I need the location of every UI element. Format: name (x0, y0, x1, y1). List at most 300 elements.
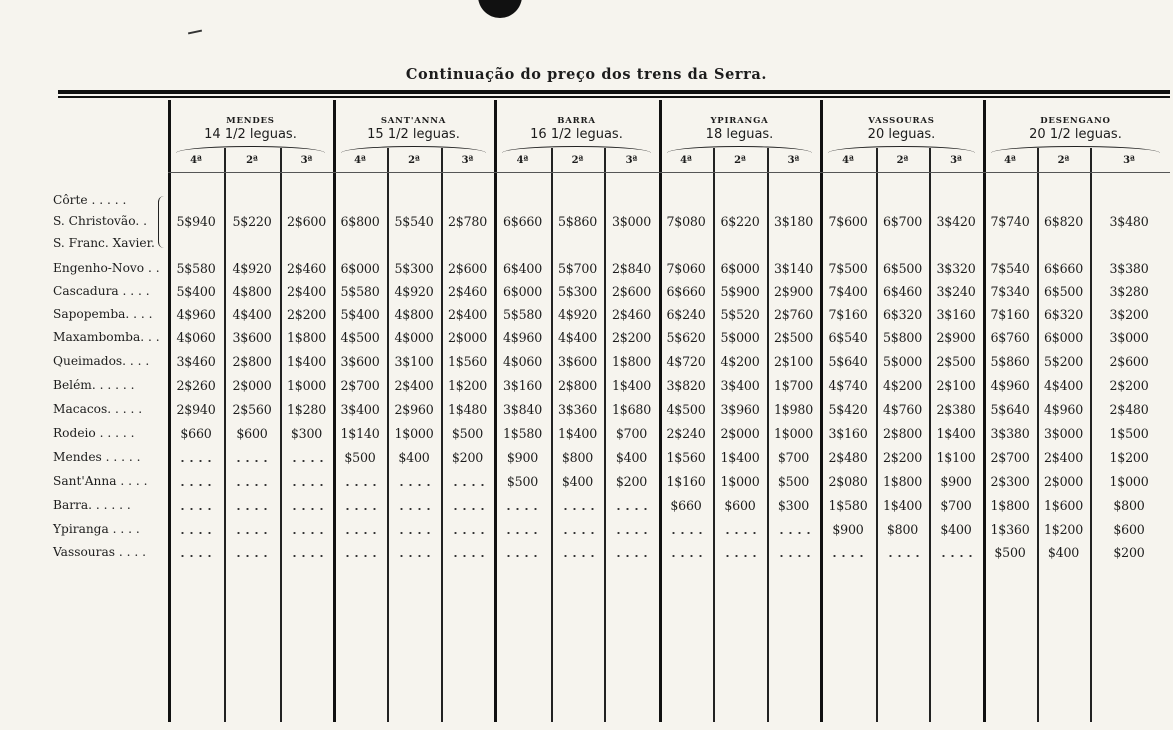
class-label: 4ª (680, 155, 692, 166)
station-label: Macacos. . . . . (53, 402, 143, 416)
page-title: Continuação do preço dos trens da Serra. (405, 66, 768, 83)
fare-cell: 4$500 (666, 402, 706, 417)
empty-cell-dots (178, 508, 216, 510)
empty-cell-dots (451, 555, 486, 557)
station-label: Ypiranga . . . . (53, 522, 140, 536)
fare-cell: 1$800 (611, 354, 652, 369)
fare-cell: 6$000 (340, 261, 380, 276)
fare-cell: 4$960 (502, 330, 543, 345)
fare-cell: 4$400 (1043, 378, 1084, 393)
fare-cell: $500 (451, 426, 484, 441)
ink-mark (188, 30, 202, 35)
empty-cell-dots (669, 555, 705, 557)
fare-cell: 6$540 (828, 330, 868, 345)
group-distance: 14 1/2 leguas. (204, 127, 297, 142)
fare-cell: 3$320 (936, 261, 976, 276)
fare-cell: 5$700 (557, 261, 598, 276)
fare-cell: 6$500 (1043, 284, 1084, 299)
fare-cell: $900 (506, 450, 539, 465)
fare-cell: 5$000 (882, 354, 923, 369)
fare-cell: 4$400 (232, 307, 272, 322)
fare-cell: 4$960 (990, 378, 1030, 393)
fare-cell: 2$380 (936, 402, 976, 417)
empty-cell-dots (234, 532, 272, 534)
empty-cell-dots (830, 555, 868, 557)
fare-cell: 5$640 (828, 354, 868, 369)
empty-cell-dots (397, 532, 433, 534)
empty-cell-dots (669, 532, 705, 534)
fare-cell: 7$060 (666, 261, 706, 276)
empty-cell-dots (939, 555, 975, 557)
fare-cell: 1$700 (773, 378, 814, 393)
empty-cell-dots (290, 460, 325, 462)
fare-cell: 1$160 (666, 474, 706, 489)
class-label: 4ª (842, 155, 854, 166)
fare-cell: $660 (670, 498, 702, 513)
fare-cell: 4$400 (557, 330, 598, 345)
fare-cell: 2$000 (720, 426, 760, 441)
fare-cell: 6$700 (882, 214, 923, 229)
empty-cell-dots (614, 508, 651, 510)
group-name: DESENGANO (1040, 116, 1111, 126)
fare-cell: 2$480 (1109, 402, 1149, 417)
fare-cell: 2$000 (1043, 474, 1084, 489)
fare-cell: 2$460 (447, 284, 488, 299)
fare-cell: 3$420 (936, 214, 976, 229)
fare-cell: $600 (236, 426, 268, 441)
fare-cell: 3$600 (232, 330, 272, 345)
group-distance: 20 1/2 leguas. (1029, 127, 1122, 142)
fare-cell: 1$800 (882, 474, 923, 489)
fare-cell: 2$700 (990, 450, 1030, 465)
fare-cell: 1$580 (502, 426, 543, 441)
station-label: Côrte . . . . . (53, 193, 127, 207)
class-label: 3ª (950, 155, 962, 166)
fare-cell: 1$000 (286, 378, 327, 393)
class-label: 3ª (300, 155, 313, 166)
fare-cell: $500 (344, 450, 376, 465)
empty-cell-dots (397, 555, 433, 557)
fare-cell: 7$540 (990, 261, 1030, 276)
class-label: 3ª (787, 155, 800, 166)
fare-cell: 2$200 (882, 450, 923, 465)
group-brace (176, 146, 325, 153)
fare-cell: 2$240 (666, 426, 706, 441)
fare-cell: 5$580 (502, 307, 543, 322)
fare-cell: 2$560 (232, 402, 272, 417)
fare-cell: $500 (506, 474, 539, 489)
fare-cell: 5$420 (828, 402, 868, 417)
fare-cell: 3$960 (720, 402, 760, 417)
fare-cell: 4$920 (557, 307, 598, 322)
fare-cell: 2$100 (773, 354, 814, 369)
class-label: 3ª (1123, 155, 1135, 166)
fare-cell: 1$000 (1109, 474, 1149, 489)
fare-cell: 1$980 (773, 402, 814, 417)
fare-cell: $700 (615, 426, 648, 441)
fare-cell: 2$600 (611, 284, 652, 299)
fare-cell: 3$460 (176, 354, 216, 369)
fare-cell: 4$760 (882, 402, 923, 417)
fare-cell: $600 (1113, 522, 1145, 537)
fare-cell: 3$160 (828, 426, 868, 441)
group-brace (667, 146, 812, 153)
class-label: 2ª (896, 155, 909, 166)
station-label: Belém. . . . . . (53, 378, 135, 392)
fare-cell: $800 (1113, 498, 1145, 513)
fare-cell: $700 (777, 450, 810, 465)
empty-cell-dots (504, 532, 543, 534)
fare-cell: 7$340 (990, 284, 1030, 299)
station-label: Maxambomba. . . (53, 330, 160, 344)
fare-cell: 6$760 (990, 330, 1030, 345)
fare-cell: 5$800 (882, 330, 923, 345)
fare-cell: 2$900 (773, 284, 814, 299)
fare-cell: $400 (1047, 545, 1080, 560)
station-label: Cascadura . . . . (53, 284, 150, 298)
group-header (983, 114, 1168, 142)
fare-cell: $400 (561, 474, 594, 489)
fare-cell: $660 (180, 426, 212, 441)
empty-cell-dots (178, 484, 216, 486)
fare-cell: 2$400 (1043, 450, 1084, 465)
fare-cell: 2$840 (611, 261, 652, 276)
fare-cell: 4$000 (394, 330, 434, 345)
fare-cell: 1$400 (611, 378, 652, 393)
fare-cell: 2$700 (340, 378, 380, 393)
group-name: YPIRANGA (710, 116, 769, 126)
fare-cell: 3$100 (394, 354, 434, 369)
fare-cell: 7$160 (828, 307, 868, 322)
fare-cell: $200 (615, 474, 648, 489)
fare-cell: 2$800 (232, 354, 272, 369)
fare-cell: 2$760 (773, 307, 814, 322)
fare-cell: 4$960 (176, 307, 216, 322)
class-header-rule (168, 172, 1170, 173)
class-label: 2ª (734, 155, 746, 166)
fare-cell: 2$600 (286, 214, 327, 229)
group-header (494, 114, 659, 142)
fare-cell: 6$460 (882, 284, 923, 299)
fare-cell: 3$280 (1109, 284, 1149, 299)
empty-cell-dots (451, 508, 486, 510)
empty-cell-dots (504, 508, 543, 510)
fare-cell: 4$060 (502, 354, 543, 369)
fare-cell: 2$500 (773, 330, 814, 345)
fare-cell: 2$600 (1109, 354, 1149, 369)
fare-cell: $400 (615, 450, 648, 465)
fare-cell: 2$900 (936, 330, 976, 345)
fare-cell: 6$660 (1043, 261, 1084, 276)
group-header (168, 114, 333, 142)
fare-cell: 2$800 (557, 378, 598, 393)
fare-cell: 6$320 (882, 307, 923, 322)
fare-cell: $200 (451, 450, 484, 465)
empty-cell-dots (290, 555, 325, 557)
empty-cell-dots (614, 532, 651, 534)
empty-cell-dots (234, 508, 272, 510)
fare-cell: $800 (886, 522, 919, 537)
fare-cell: 1$560 (666, 450, 706, 465)
station-label: Sapopemba. . . . (53, 307, 153, 321)
group-name: BARRA (557, 116, 596, 126)
fare-cell: 4$800 (232, 284, 272, 299)
fare-cell: $900 (832, 522, 864, 537)
empty-cell-dots (178, 532, 216, 534)
fare-cell: 1$200 (1043, 522, 1084, 537)
station-label: Sant'Anna . . . . (53, 474, 148, 488)
fare-cell: 1$800 (990, 498, 1030, 513)
group-distance: 15 1/2 leguas. (367, 127, 460, 142)
fare-cell: 5$580 (340, 284, 380, 299)
empty-cell-dots (723, 532, 759, 534)
fare-cell: 7$600 (828, 214, 868, 229)
fare-cell: 4$060 (176, 330, 216, 345)
fare-cell: 6$220 (720, 214, 760, 229)
group-brace (341, 146, 486, 153)
group-header (820, 114, 983, 142)
class-label: 2ª (1057, 155, 1070, 166)
header-rule-thin (58, 96, 1170, 98)
fare-cell: 3$000 (611, 214, 652, 229)
fare-cell: 6$320 (1043, 307, 1084, 322)
empty-cell-dots (343, 532, 379, 534)
fare-cell: 2$500 (936, 354, 976, 369)
empty-cell-dots (561, 555, 596, 557)
fare-cell: 1$000 (394, 426, 434, 441)
station-bracket (158, 196, 165, 248)
group-header (333, 114, 494, 142)
fare-cell: 6$000 (1043, 330, 1084, 345)
fare-cell: 6$660 (666, 284, 706, 299)
group-name: SANT'ANNA (380, 116, 447, 126)
fare-cell: 6$240 (666, 307, 706, 322)
fare-cell: 3$380 (990, 426, 1030, 441)
fare-cell: 6$820 (1043, 214, 1084, 229)
empty-cell-dots (777, 532, 812, 534)
class-label: 2ª (246, 155, 258, 166)
fare-cell: 3$400 (720, 378, 760, 393)
fare-cell: 6$500 (882, 261, 923, 276)
station-label: Rodeio . . . . . (53, 426, 135, 440)
fare-cell: 2$300 (990, 474, 1030, 489)
fare-cell: 3$180 (773, 214, 814, 229)
group-brace (502, 146, 651, 153)
fare-cell: 2$080 (828, 474, 868, 489)
class-label: 3ª (461, 155, 474, 166)
fare-cell: 2$460 (286, 261, 327, 276)
fare-cell: 1$400 (286, 354, 327, 369)
station-label: S. Franc. Xavier. (53, 236, 155, 250)
empty-cell-dots (504, 555, 543, 557)
fare-cell: $600 (724, 498, 756, 513)
ink-blot (478, 0, 522, 18)
fare-cell: $700 (940, 498, 972, 513)
fare-cell: $300 (290, 426, 323, 441)
station-label: Barra. . . . . . (53, 498, 131, 512)
fare-cell: 3$200 (1109, 307, 1149, 322)
fare-cell: 2$100 (936, 378, 976, 393)
fare-cell: 2$960 (394, 402, 434, 417)
empty-cell-dots (290, 484, 325, 486)
empty-cell-dots (614, 555, 651, 557)
station-label: S. Christovão. . (53, 214, 147, 228)
empty-cell-dots (234, 555, 272, 557)
fare-cell: 1$400 (720, 450, 760, 465)
fare-cell: 1$680 (611, 402, 652, 417)
fare-cell: 3$160 (502, 378, 543, 393)
empty-cell-dots (777, 555, 812, 557)
fare-cell: 4$800 (394, 307, 434, 322)
fare-cell: $900 (940, 474, 972, 489)
fare-cell: 3$400 (340, 402, 380, 417)
fare-cell: 1$000 (720, 474, 760, 489)
fare-cell: 1$400 (936, 426, 976, 441)
empty-cell-dots (234, 484, 272, 486)
fare-cell: 5$300 (557, 284, 598, 299)
empty-cell-dots (451, 484, 486, 486)
fare-cell: 3$360 (557, 402, 598, 417)
fare-cell: 4$200 (882, 378, 923, 393)
fare-cell: 6$000 (720, 261, 760, 276)
fare-cell: 1$140 (340, 426, 380, 441)
empty-cell-dots (343, 555, 379, 557)
fare-cell: 7$080 (666, 214, 706, 229)
group-distance: 16 1/2 leguas. (530, 127, 623, 142)
fare-cell: 1$200 (1109, 450, 1149, 465)
class-label: 2ª (408, 155, 420, 166)
empty-cell-dots (723, 555, 759, 557)
fare-cell: 3$140 (773, 261, 814, 276)
empty-cell-dots (234, 460, 272, 462)
fare-cell: $500 (777, 474, 810, 489)
fare-cell: 2$400 (394, 378, 434, 393)
fare-cell: 1$560 (447, 354, 488, 369)
group-name: VASSOURAS (868, 116, 935, 126)
empty-cell-dots (886, 555, 921, 557)
empty-cell-dots (561, 508, 596, 510)
fare-cell: 5$300 (394, 261, 434, 276)
fare-cell: 6$660 (502, 214, 543, 229)
fare-cell: 5$580 (176, 261, 216, 276)
fare-cell: 7$160 (990, 307, 1030, 322)
fare-cell: 2$400 (286, 284, 327, 299)
fare-cell: 2$600 (447, 261, 488, 276)
fare-cell: 1$280 (286, 402, 327, 417)
fare-cell: 2$480 (828, 450, 868, 465)
fare-cell: 1$400 (557, 426, 598, 441)
fare-cell: 2$200 (286, 307, 327, 322)
fare-cell: 5$220 (232, 214, 272, 229)
class-label: 3ª (625, 155, 638, 166)
group-brace (828, 146, 975, 153)
empty-cell-dots (290, 532, 325, 534)
fare-cell: 5$620 (666, 330, 706, 345)
fare-cell: 2$460 (611, 307, 652, 322)
fare-cell: $300 (777, 498, 810, 513)
fare-cell: 5$640 (990, 402, 1030, 417)
group-header (659, 114, 820, 142)
fare-cell: $800 (561, 450, 594, 465)
empty-cell-dots (178, 460, 216, 462)
fare-cell: 4$720 (666, 354, 706, 369)
header-rule-thick (58, 90, 1170, 94)
fare-cell: 3$840 (502, 402, 543, 417)
fare-cell: 2$260 (176, 378, 216, 393)
fare-cell: 1$580 (828, 498, 868, 513)
group-distance: 20 leguas. (867, 127, 936, 142)
fare-cell: $400 (398, 450, 430, 465)
empty-cell-dots (178, 555, 216, 557)
fare-cell: 1$480 (447, 402, 488, 417)
fare-cell: 4$200 (720, 354, 760, 369)
class-label: 4ª (190, 155, 202, 166)
fare-cell: 3$820 (666, 378, 706, 393)
fare-cell: $200 (1113, 545, 1145, 560)
empty-cell-dots (561, 532, 596, 534)
group-name: MENDES (226, 116, 275, 126)
fare-cell: 6$000 (502, 284, 543, 299)
station-label: Engenho-Novo . . (53, 261, 160, 275)
fare-cell: 4$740 (828, 378, 868, 393)
fare-cell: 2$200 (611, 330, 652, 345)
fare-cell: 3$380 (1109, 261, 1149, 276)
station-label: Mendes . . . . . (53, 450, 141, 464)
empty-cell-dots (451, 532, 486, 534)
fare-cell: 2$940 (176, 402, 216, 417)
fare-cell: 3$000 (1043, 426, 1084, 441)
class-label: 4ª (354, 155, 366, 166)
fare-cell: 3$160 (936, 307, 976, 322)
class-label: 2ª (571, 155, 584, 166)
fare-cell: 2$800 (882, 426, 923, 441)
fare-cell: 3$000 (1109, 330, 1149, 345)
fare-cell: 3$600 (340, 354, 380, 369)
fare-cell: 2$780 (447, 214, 488, 229)
fare-cell: 1$100 (936, 450, 976, 465)
fare-cell: 5$400 (340, 307, 380, 322)
fare-cell: 1$600 (1043, 498, 1084, 513)
fare-cell: 5$540 (394, 214, 434, 229)
station-label: Vassouras . . . . (53, 545, 146, 559)
fare-cell: 1$800 (286, 330, 327, 345)
fare-cell: $500 (994, 545, 1026, 560)
fare-cell: 2$000 (447, 330, 488, 345)
fare-cell: 2$200 (1109, 378, 1149, 393)
fare-cell: $400 (940, 522, 972, 537)
fare-cell: 4$920 (232, 261, 272, 276)
fare-cell: 5$200 (1043, 354, 1084, 369)
empty-cell-dots (397, 484, 433, 486)
fare-cell: 5$860 (557, 214, 598, 229)
class-label: 4ª (516, 155, 529, 166)
fare-cell: 1$500 (1109, 426, 1149, 441)
empty-cell-dots (290, 508, 325, 510)
empty-cell-dots (397, 508, 433, 510)
fare-cell: 1$360 (990, 522, 1030, 537)
fare-cell: 6$400 (502, 261, 543, 276)
fare-cell: 7$740 (990, 214, 1030, 229)
fare-cell: 1$200 (447, 378, 488, 393)
fare-cell: 5$400 (176, 284, 216, 299)
fare-cell: 3$480 (1109, 214, 1149, 229)
fare-cell: 3$600 (557, 354, 598, 369)
fare-cell: 5$900 (720, 284, 760, 299)
fare-cell: 3$240 (936, 284, 976, 299)
fare-cell: 6$800 (340, 214, 380, 229)
group-brace (991, 146, 1160, 153)
fare-cell: 5$940 (176, 214, 216, 229)
